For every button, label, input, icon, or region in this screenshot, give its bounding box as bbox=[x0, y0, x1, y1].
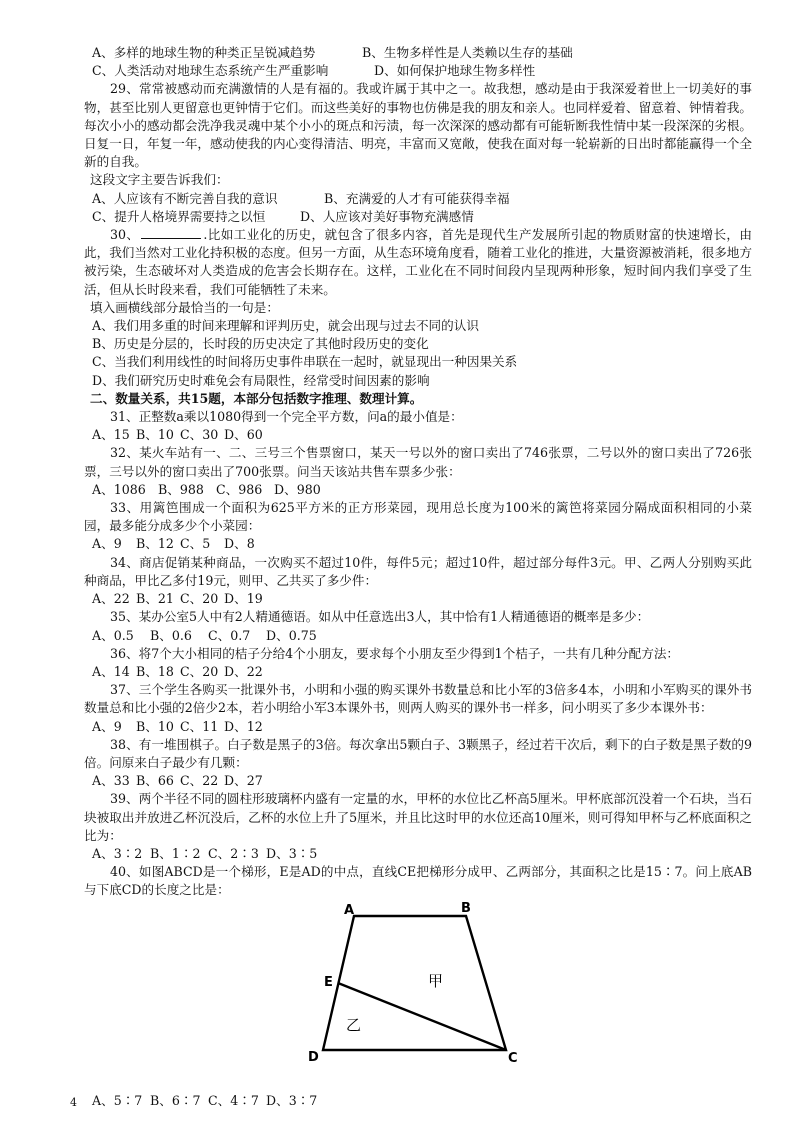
question-36-option-b: B、18 bbox=[136, 663, 174, 679]
question-36-option-c: C、20 bbox=[180, 663, 219, 679]
question-33-text: 33、用篱笆围成一个面积为625平方米的正方形菜园，现用总长度为100米的篱笆将菜园分隔成面积相同的小菜园，最多能分成多少个小菜园： bbox=[84, 500, 752, 534]
document-page bbox=[84, 44, 752, 1110]
question-39-option-c: C、2∶3 bbox=[208, 845, 259, 861]
question-31-option-c: C、30 bbox=[180, 427, 219, 443]
label-b: B bbox=[461, 900, 471, 916]
q30-option-a: A、我们用多重的时间来理解和评判历史，就会出现与过去不同的认识 bbox=[92, 318, 479, 334]
question-33-option-b: B、12 bbox=[136, 536, 174, 552]
line-ce bbox=[338, 983, 506, 1050]
section-heading-quantitative: 二、数量关系，共15题，本部分包括数字推理、数理计算。 bbox=[90, 390, 423, 406]
q29-text: 29、常常被感动而充满激情的人是有福的。我或许属于其中之一。故我想，感动是由于我深爱着世上一切美好的事物，甚至比别人更留意也更钟情于它们。而这些美好的事物也仿佛是我的朋友和亲人。也同样爱着、留意着、钟情着我。每次小小的感动都会洗净我灵魂中某个小小的斑点和污渍，每一次深深的感动都有可能斩断我性情中某一段深深的劣根。日复一日，年复一年，感动使我的内心变得清洁、明亮，丰富而又宽敞，使我在面对每一轮崭新的日出时都能赢得一个全新的自我。 bbox=[84, 81, 752, 170]
question-37-option-c: C、11 bbox=[180, 718, 219, 734]
q30-option-d: D、我们研究历史时难免会有局限性，经常受时间因素的影响 bbox=[92, 372, 430, 388]
question-38-option-c: C、22 bbox=[180, 773, 219, 789]
question-33-option-d: D、8 bbox=[224, 536, 255, 552]
q29-option-b: B、充满爱的人才有可能获得幸福 bbox=[324, 190, 510, 206]
question-31-option-a: A、15 bbox=[92, 427, 130, 443]
question-31-option-d: D、60 bbox=[224, 427, 263, 443]
q29-options-row-1 bbox=[84, 190, 752, 208]
question-40-option-c: C、4∶7 bbox=[208, 1092, 259, 1108]
question-40-text: 40、如图ABCD是一个梯形，E是AD的中点，直线CE把梯形分成甲、乙两部分，其面积之比是15∶7。问上底AB与下底CD的长度之比是： bbox=[84, 864, 752, 898]
question-35-options bbox=[84, 627, 752, 645]
q29-option-c: C、提升人格境界需要持之以恒 bbox=[92, 208, 266, 224]
q28-option-c: C、人类活动对地球生态系统产生严重影响 bbox=[92, 63, 329, 79]
question-39-options bbox=[84, 845, 752, 863]
question-40-option-d: D、3∶7 bbox=[266, 1092, 318, 1108]
trapezoid-figure bbox=[84, 900, 752, 1092]
question-37-option-d: D、12 bbox=[224, 718, 263, 734]
question-34-options bbox=[84, 590, 752, 608]
question-33-option-a: A、9 bbox=[92, 536, 122, 552]
question-34-option-b: B、21 bbox=[136, 591, 174, 607]
q28-option-b: B、生物多样性是人类赖以生存的基础 bbox=[362, 45, 573, 60]
question-40-option-b: B、6∶7 bbox=[150, 1092, 201, 1108]
question-32-option-a: A、1086 bbox=[92, 481, 146, 497]
question-37-text: 37、三个学生各购买一批课外书，小明和小强的购买课外书数量总和比小军的3倍多4本，小明和小军购买的课外书数量总和比小强的2倍少2本，若小明给小军3本课外书，则两人购买的课外书一样多，问小明买了多少本课外书： bbox=[84, 682, 752, 716]
q30-blank-line bbox=[141, 226, 201, 239]
question-33-option-c: C、5 bbox=[180, 536, 211, 552]
q30-prompt: 填入画横线部分最恰当的一句是： bbox=[90, 299, 279, 315]
question-32-option-b: B、988 bbox=[158, 481, 204, 497]
question-34-text: 34、商店促销某种商品，一次购买不超过10件，每件5元；超过10件，超过部分每件3元。甲、乙两人分别购买此种商品，甲比乙多付19元，则甲、乙共买了多少件： bbox=[84, 554, 752, 588]
page-number: 4 bbox=[70, 1096, 77, 1109]
question-32-options bbox=[84, 481, 752, 499]
q28-options-row-1 bbox=[84, 44, 752, 62]
question-35-text: 35、某办公室5人中有2人精通德语。如从中任意选出3人，其中恰有1人精通德语的概率是多少： bbox=[110, 609, 650, 625]
question-39-option-d: D、3∶5 bbox=[266, 845, 318, 861]
trapezoid-diagram bbox=[298, 900, 538, 1090]
question-34-option-c: C、20 bbox=[180, 591, 219, 607]
question-35-option-d: D、0.75 bbox=[266, 627, 317, 643]
q30-text bbox=[84, 226, 752, 299]
label-d: D bbox=[308, 1049, 319, 1065]
question-32-option-d: D、980 bbox=[274, 481, 321, 497]
label-c: C bbox=[508, 1050, 518, 1066]
question-39-option-b: B、1∶2 bbox=[150, 845, 201, 861]
q29-prompt: 这段文字主要告诉我们： bbox=[90, 172, 229, 188]
q29-option-a: A、人应该有不断完善自我的意识 bbox=[92, 190, 278, 206]
question-39-option-a: A、3∶2 bbox=[92, 845, 143, 861]
question-35-option-a: A、0.5 bbox=[92, 627, 134, 643]
question-34-option-d: D、19 bbox=[224, 591, 263, 607]
question-37-options bbox=[84, 718, 752, 736]
question-36-options bbox=[84, 663, 752, 681]
region-jia-label: 甲 bbox=[428, 971, 444, 990]
label-a: A bbox=[344, 902, 355, 918]
question-38-option-a: A、33 bbox=[92, 773, 130, 789]
question-36-option-d: D、22 bbox=[224, 663, 263, 679]
q40-options bbox=[84, 1092, 752, 1110]
question-37-option-b: B、10 bbox=[136, 718, 174, 734]
q28-options-row-2 bbox=[84, 62, 752, 80]
q28-option-a: A、多样的地球生物的种类正呈锐减趋势 bbox=[92, 45, 316, 60]
question-40-option-a: A、5∶7 bbox=[92, 1092, 143, 1108]
question-39-text: 39、两个半径不同的圆柱形玻璃杯内盛有一定量的水，甲杯的水位比乙杯高5厘米。甲杯底部沉没着一个石块，当石块被取出并放进乙杯沉没后，乙杯的水位上升了5厘米，并且比这时甲的水位还高10厘米，则可得知甲杯与乙杯底面积之比为： bbox=[84, 791, 752, 843]
question-32-option-c: C、986 bbox=[216, 481, 263, 497]
question-list bbox=[84, 408, 752, 899]
question-38-text: 38、有一堆围棋子。白子数是黑子的3倍。每次拿出5颗白子、3颗黑子，经过若干次后，剩下的白子数是黑子数的9倍。问原来白子最少有几颗： bbox=[84, 736, 752, 770]
question-32-text: 32、某火车站有一、二、三号三个售票窗口，某天一号以外的窗口卖出了746张票，二号以外的窗口卖出了726张票，三号以外的窗口卖出了700张票。问当天该站共售车票多少张： bbox=[84, 445, 752, 479]
q29-option-d: D、人应该对美好事物充满感情 bbox=[300, 208, 474, 224]
q30-number: 30、 bbox=[110, 227, 140, 243]
q30-option-c: C、当我们利用线性的时间将历史事件串联在一起时，就显现出一种因果关系 bbox=[92, 354, 518, 370]
q29-options-row-2 bbox=[84, 208, 752, 226]
question-31-text: 31、正整数a乘以1080得到一个完全平方数，问a的最小值是： bbox=[110, 409, 463, 425]
question-38-option-b: B、66 bbox=[136, 773, 174, 789]
label-e: E bbox=[324, 974, 333, 990]
question-35-option-b: B、0.6 bbox=[150, 627, 192, 643]
question-31-options bbox=[84, 426, 752, 444]
question-36-text: 36、将7个大小相同的桔子分给4个小朋友，要求每个小朋友至少得到1个桔子，一共有几种分配方法： bbox=[110, 645, 680, 661]
question-33-options bbox=[84, 535, 752, 553]
question-36-option-a: A、14 bbox=[92, 663, 130, 679]
question-34-option-a: A、22 bbox=[92, 591, 130, 607]
q28-option-d: D、如何保护地球生物多样性 bbox=[374, 63, 536, 79]
question-31-option-b: B、10 bbox=[136, 427, 174, 443]
question-35-option-c: C、0.7 bbox=[208, 627, 251, 643]
q30-body: .比如工业化的历史，就包含了很多内容，首先是现代生产发展所引起的物质财富的快速增长，由此，我们当然对工业化持积极的态度。但另一方面，从生态环境角度看，随着工业化的推进，大量资源被消耗，很多地方被污染，生态破坏对人类造成的危害会长期存在。这样，工业化在不同时间段内呈现两种形象，短时间内我们享受了生活，但从长时段来看，我们可能牺牲了未来。 bbox=[84, 227, 752, 297]
question-38-options bbox=[84, 772, 752, 790]
region-yi-label: 乙 bbox=[346, 1015, 362, 1034]
q30-option-b: B、历史是分层的，长时段的历史决定了其他时段历史的变化 bbox=[92, 336, 429, 352]
question-37-option-a: A、9 bbox=[92, 718, 122, 734]
question-38-option-d: D、27 bbox=[224, 773, 263, 789]
